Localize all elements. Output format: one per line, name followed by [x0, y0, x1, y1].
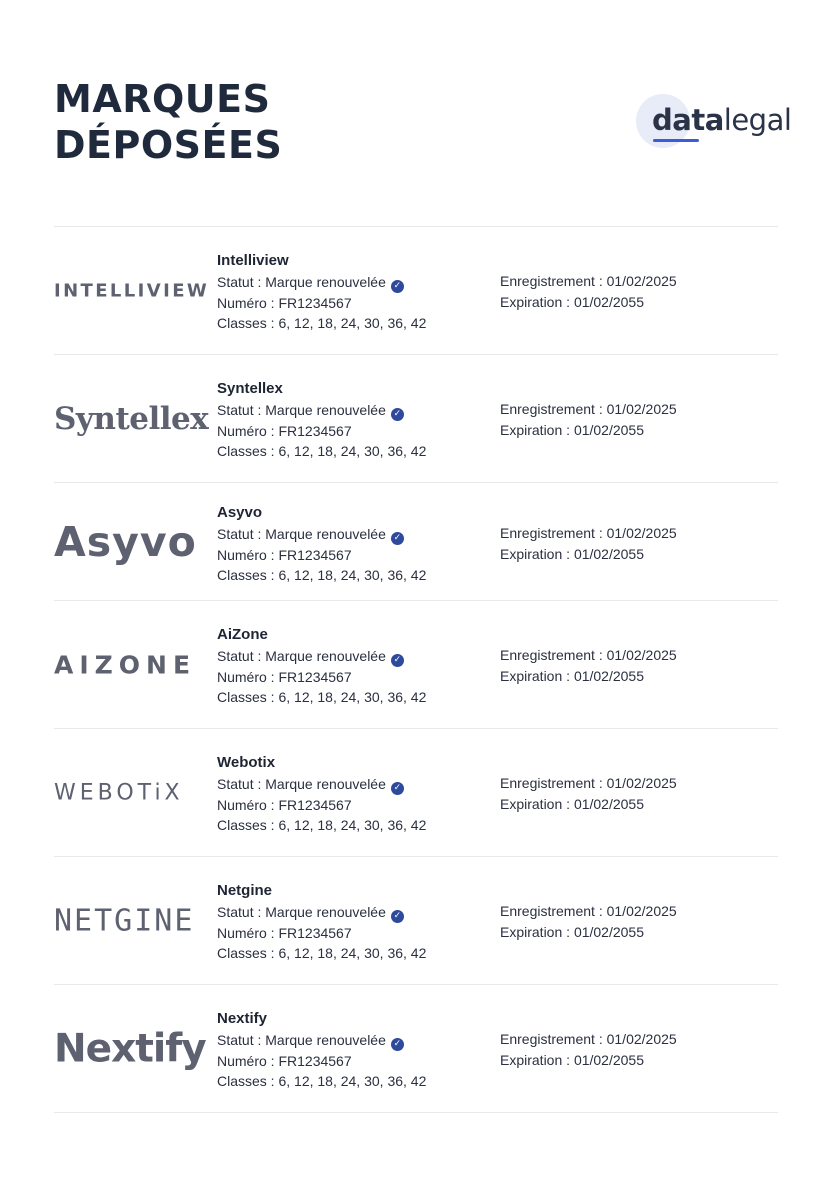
registration-value: 01/02/2025	[606, 903, 677, 919]
status-value: Marque renouvelée	[265, 647, 386, 664]
registration-line	[500, 901, 677, 922]
expiration-value: 01/02/2055	[573, 293, 645, 310]
classes-line	[217, 1071, 426, 1092]
number-line	[217, 545, 426, 566]
registration-label: Enregistrement :	[500, 273, 603, 289]
status-line	[217, 524, 426, 545]
registration-line	[500, 773, 677, 794]
trademark-row	[54, 601, 778, 729]
registration-label: Enregistrement :	[500, 775, 603, 791]
trademark-info	[217, 881, 426, 964]
expiration-value: 01/02/2055	[573, 667, 645, 684]
trademark-name: AiZone	[217, 626, 268, 643]
trademark-info	[217, 625, 426, 708]
trademark-dates	[500, 773, 677, 814]
number-line	[217, 667, 426, 688]
classes-line	[217, 815, 426, 836]
registration-label: Enregistrement :	[500, 903, 603, 919]
verified-check-icon: ✓	[391, 408, 404, 421]
status-value: Marque renouvelée	[265, 903, 386, 920]
trademark-row	[54, 985, 778, 1113]
status-label: Statut :	[217, 647, 262, 664]
number-label: Numéro :	[217, 924, 275, 941]
status-line	[217, 272, 426, 293]
classes-value: 6, 12, 18, 24, 30, 36, 42	[278, 689, 427, 705]
trademark-row	[54, 483, 778, 601]
classes-line	[217, 313, 426, 334]
trademark-logo: AIZONE	[54, 650, 197, 679]
expiration-label: Expiration :	[500, 923, 571, 940]
trademark-row	[54, 355, 778, 483]
classes-line	[217, 565, 426, 586]
number-value: FR1234567	[278, 546, 352, 563]
registration-line	[500, 1029, 677, 1050]
number-value: FR1234567	[278, 1052, 352, 1069]
trademark-name: Nextify	[217, 1010, 268, 1027]
expiration-label: Expiration :	[500, 421, 571, 438]
trademark-dates	[500, 399, 677, 440]
registration-value: 01/02/2025	[606, 273, 677, 289]
expiration-value: 01/02/2055	[573, 421, 645, 438]
number-value: FR1234567	[278, 668, 352, 685]
expiration-label: Expiration :	[500, 667, 571, 684]
registration-label: Enregistrement :	[500, 525, 603, 541]
registration-value: 01/02/2025	[606, 1031, 677, 1047]
expiration-label: Expiration :	[500, 545, 571, 562]
trademark-list	[54, 226, 778, 1113]
number-value: FR1234567	[278, 422, 352, 439]
status-value: Marque renouvelée	[265, 1031, 386, 1048]
classes-value: 6, 12, 18, 24, 30, 36, 42	[278, 1073, 427, 1089]
trademark-dates	[500, 1029, 677, 1070]
registration-label: Enregistrement :	[500, 647, 603, 663]
trademark-logo: Asyvo	[54, 517, 197, 566]
status-value: Marque renouvelée	[265, 775, 386, 792]
expiration-value: 01/02/2055	[573, 923, 645, 940]
expiration-label: Expiration :	[500, 795, 571, 812]
logo-underline	[653, 139, 699, 142]
registration-value: 01/02/2025	[606, 525, 677, 541]
page-title	[54, 76, 282, 168]
classes-value: 6, 12, 18, 24, 30, 36, 42	[278, 567, 427, 583]
trademark-dates	[500, 271, 677, 312]
expiration-line	[500, 420, 677, 441]
datalegal-logo	[636, 94, 792, 150]
registration-label: Enregistrement :	[500, 401, 603, 417]
trademark-logo: INTELLIVIEW	[54, 280, 210, 301]
trademark-info	[217, 753, 426, 836]
expiration-line	[500, 1050, 677, 1071]
verified-check-icon: ✓	[391, 532, 404, 545]
registration-line	[500, 645, 677, 666]
status-label: Statut :	[217, 775, 262, 792]
registration-line	[500, 523, 677, 544]
trademark-info	[217, 379, 426, 462]
expiration-value: 01/02/2055	[573, 795, 645, 812]
trademark-name: Syntellex	[217, 380, 283, 397]
classes-label: Classes :	[217, 315, 275, 331]
number-label: Numéro :	[217, 546, 275, 563]
classes-label: Classes :	[217, 689, 275, 705]
status-line	[217, 774, 426, 795]
registration-value: 01/02/2025	[606, 647, 677, 663]
verified-check-icon: ✓	[391, 1038, 404, 1051]
classes-label: Classes :	[217, 567, 275, 583]
classes-line	[217, 687, 426, 708]
number-value: FR1234567	[278, 796, 352, 813]
trademark-row	[54, 227, 778, 355]
expiration-value: 01/02/2055	[573, 545, 645, 562]
classes-label: Classes :	[217, 817, 275, 833]
classes-value: 6, 12, 18, 24, 30, 36, 42	[278, 817, 427, 833]
number-line	[217, 293, 426, 314]
status-line	[217, 902, 426, 923]
logo-text-regular: legal	[723, 103, 792, 137]
trademark-name: Asyvo	[217, 504, 263, 521]
page-title-line-1: MARQUES	[54, 77, 271, 121]
trademark-info	[217, 251, 426, 334]
classes-line	[217, 441, 426, 462]
number-label: Numéro :	[217, 294, 275, 311]
status-line	[217, 646, 426, 667]
number-label: Numéro :	[217, 1052, 275, 1069]
verified-check-icon: ✓	[391, 654, 404, 667]
trademark-dates	[500, 901, 677, 942]
trademark-name: Netgine	[217, 882, 273, 899]
status-line	[217, 400, 426, 421]
trademark-dates	[500, 523, 677, 564]
number-label: Numéro :	[217, 422, 275, 439]
classes-label: Classes :	[217, 1073, 275, 1089]
expiration-label: Expiration :	[500, 1051, 571, 1068]
status-value: Marque renouvelée	[265, 525, 386, 542]
number-line	[217, 421, 426, 442]
trademark-info	[217, 503, 426, 586]
trademark-logo: Syntellex	[54, 400, 209, 437]
classes-value: 6, 12, 18, 24, 30, 36, 42	[278, 315, 427, 331]
status-label: Statut :	[217, 401, 262, 418]
trademark-logo: NETGINE	[54, 903, 195, 938]
trademark-info	[217, 1009, 426, 1092]
logo-text	[652, 102, 791, 138]
trademark-dates	[500, 645, 677, 686]
classes-label: Classes :	[217, 945, 275, 961]
trademark-name: Webotix	[217, 754, 276, 771]
registration-value: 01/02/2025	[606, 401, 677, 417]
status-label: Statut :	[217, 525, 262, 542]
number-line	[217, 1051, 426, 1072]
registration-value: 01/02/2025	[606, 775, 677, 791]
expiration-line	[500, 922, 677, 943]
status-value: Marque renouvelée	[265, 401, 386, 418]
expiration-label: Expiration :	[500, 293, 571, 310]
verified-check-icon: ✓	[391, 280, 404, 293]
number-value: FR1234567	[278, 924, 352, 941]
number-value: FR1234567	[278, 294, 352, 311]
classes-value: 6, 12, 18, 24, 30, 36, 42	[278, 945, 427, 961]
trademark-row	[54, 729, 778, 857]
status-label: Statut :	[217, 273, 262, 290]
status-value: Marque renouvelée	[265, 273, 386, 290]
number-line	[217, 923, 426, 944]
status-label: Statut :	[217, 1031, 262, 1048]
trademark-row	[54, 857, 778, 985]
trademark-logo: WEBOTiX	[54, 780, 184, 805]
expiration-value: 01/02/2055	[573, 1051, 645, 1068]
classes-label: Classes :	[217, 443, 275, 459]
number-label: Numéro :	[217, 668, 275, 685]
expiration-line	[500, 794, 677, 815]
page-title-line-2: DÉPOSÉES	[54, 123, 283, 167]
registration-line	[500, 271, 677, 292]
number-label: Numéro :	[217, 796, 275, 813]
number-line	[217, 795, 426, 816]
verified-check-icon: ✓	[391, 782, 404, 795]
expiration-line	[500, 666, 677, 687]
trademark-logo: Nextify	[54, 1026, 206, 1071]
registration-label: Enregistrement :	[500, 1031, 603, 1047]
expiration-line	[500, 544, 677, 565]
registration-line	[500, 399, 677, 420]
logo-text-bold: data	[652, 103, 724, 137]
status-label: Statut :	[217, 903, 262, 920]
expiration-line	[500, 292, 677, 313]
classes-value: 6, 12, 18, 24, 30, 36, 42	[278, 443, 427, 459]
verified-check-icon: ✓	[391, 910, 404, 923]
status-line	[217, 1030, 426, 1051]
classes-line	[217, 943, 426, 964]
trademark-name: Intelliview	[217, 252, 289, 269]
